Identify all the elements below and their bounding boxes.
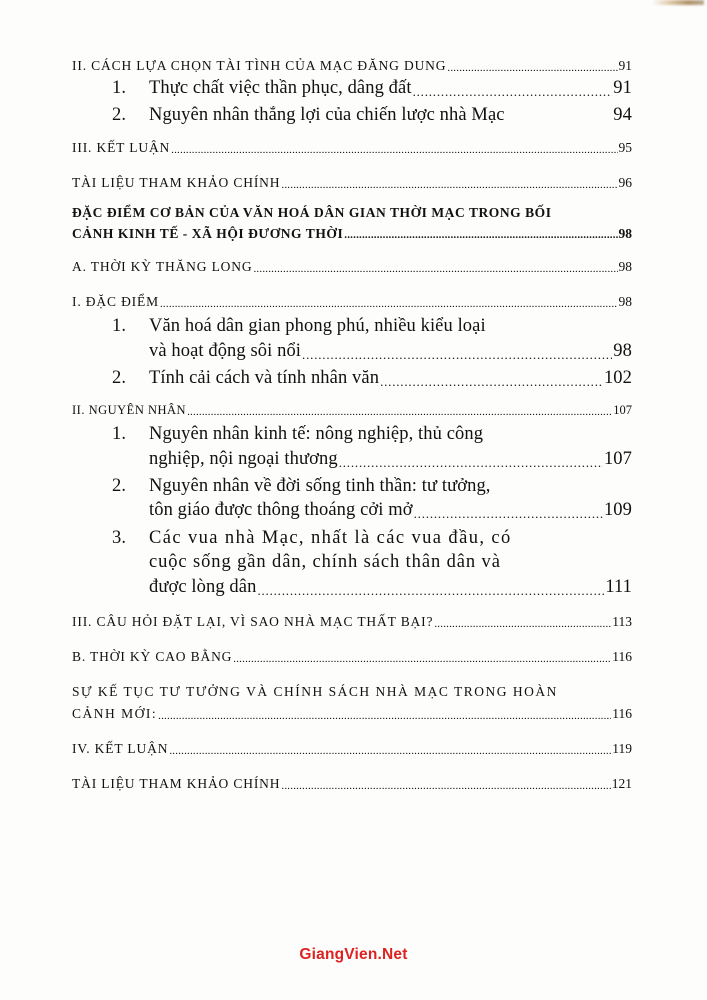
toc-entry-title: B. THỜI KỲ CAO BẰNG: [72, 649, 233, 664]
dot-leader: [281, 778, 610, 792]
toc-item-line: Thực chất việc thần phục, dâng đất: [149, 77, 412, 98]
toc-item-number: 2.: [112, 476, 127, 497]
toc-entry-item[interactable]: [72, 76, 632, 100]
toc-page-number: 121: [611, 775, 632, 791]
toc-page-number: 98: [618, 294, 632, 310]
toc-entry-heading[interactable]: [72, 776, 632, 792]
toc-entry-heading[interactable]: [72, 175, 632, 191]
dot-leader: [171, 142, 617, 156]
toc-page-number: 94: [613, 105, 632, 126]
toc-page-number: 111: [605, 576, 632, 597]
dot-leader: [257, 581, 604, 600]
toc-entry-item[interactable]: [72, 422, 632, 471]
toc-page-number: 96: [618, 174, 632, 190]
dot-leader: [281, 177, 617, 191]
toc-entry-title-line2: CẢNH MỚI:: [72, 705, 158, 721]
toc-item-number: 2.: [112, 368, 127, 389]
toc-page-number: 91: [613, 77, 632, 98]
toc-page-number: 107: [603, 448, 632, 469]
toc-page-number: 116: [612, 705, 632, 721]
toc-page-number: 116: [612, 649, 632, 664]
toc-entry-item[interactable]: [72, 474, 632, 523]
toc-entry-heading[interactable]: [72, 741, 632, 757]
table-of-contents-list: [72, 58, 632, 792]
toc-page-number: 95: [618, 139, 632, 155]
toc-page-number: 98: [613, 340, 632, 361]
dot-leader: [187, 405, 612, 418]
dot-leader: [414, 504, 603, 523]
toc-entry-heading[interactable]: [72, 58, 632, 74]
toc-entry-item[interactable]: [72, 314, 632, 363]
toc-page-number: 98: [618, 259, 632, 275]
dot-leader: [380, 372, 603, 391]
dot-leader: [233, 651, 611, 665]
toc-entry-title: III. KẾT LUẬN: [72, 139, 171, 155]
toc-entry-heading-major[interactable]: [72, 205, 632, 242]
dot-leader: [302, 345, 612, 364]
toc-entry-title-line2: CẢNH KINH TẾ - XÃ HỘI ĐƯƠNG THỜI: [72, 225, 344, 241]
scan-artifact-smudge: [652, 0, 704, 5]
site-watermark: GiangVien.Net: [299, 946, 408, 963]
toc-item-line: tôn giáo được thông thoáng cởi mở: [149, 500, 413, 521]
toc-item-line: Các vua nhà Mạc, nhất là các vua đầu, có: [149, 527, 512, 548]
toc-page-number: 91: [618, 58, 632, 73]
toc-item-line: Nguyên nhân về đời sống tinh thần: tư tưởng,: [149, 476, 491, 497]
toc-entry-item[interactable]: [72, 366, 632, 390]
toc-entry-heading[interactable]: [72, 294, 632, 310]
dot-leader: [434, 616, 611, 630]
toc-page-number: 119: [612, 740, 632, 756]
toc-page-number: 107: [613, 403, 632, 418]
toc-item-line: và hoạt động sôi nổi: [149, 340, 302, 361]
toc-page-number: 109: [603, 500, 632, 521]
toc-entry-title: TÀI LIỆU THAM KHẢO CHÍNH: [72, 174, 281, 190]
toc-item-line: cuộc sống gần dân, chính sách thân dân và: [149, 552, 501, 573]
toc-item-number: 2.: [112, 105, 127, 126]
toc-page-number: 102: [603, 368, 632, 389]
toc-entry-title: II. CÁCH LỰA CHỌN TÀI TÌNH CỦA MẠC ĐĂNG DUNG: [72, 58, 447, 73]
toc-page-number: 113: [612, 614, 632, 630]
toc-page-number: 98: [618, 225, 632, 241]
toc-item-line: Nguyên nhân kinh tế: nông nghiệp, thủ công: [149, 424, 484, 445]
dot-leader: [339, 453, 603, 472]
toc-entry-heading[interactable]: [72, 614, 632, 630]
toc-item-line: Nguyên nhân thắng lợi của chiến lược nhà Mạc: [149, 105, 505, 126]
toc-entry-heading[interactable]: [72, 259, 632, 275]
toc-item-line: Tính cải cách và tính nhân văn: [149, 368, 380, 389]
toc-entry-title: III. CÂU HỎI ĐẶT LẠI, VÌ SAO NHÀ MẠC THẤT BẠI?: [72, 614, 434, 630]
toc-item-line: nghiệp, nội ngoại thương: [149, 448, 338, 469]
toc-item-line: được lòng dân: [149, 576, 257, 597]
toc-entry-heading-major[interactable]: [72, 684, 632, 722]
dot-leader: [158, 708, 611, 722]
toc-item-line: Văn hoá dân gian phong phú, nhiều kiểu loại: [149, 316, 486, 337]
dot-leader: [253, 261, 617, 275]
dot-leader: [169, 743, 611, 757]
toc-item-number: 3.: [112, 527, 127, 548]
toc-entry-title: II. NGUYÊN NHÂN: [72, 403, 187, 418]
toc-entry-title: I. ĐẶC ĐIỂM: [72, 294, 159, 310]
toc-entry-title-line1: ĐẶC ĐIỂM CƠ BẢN CỦA VĂN HOÁ DÂN GIAN THỜI MẠC TRONG BỐI: [72, 204, 552, 220]
toc-entry-heading[interactable]: [72, 403, 632, 418]
dot-leader: [413, 82, 613, 101]
toc-item-number: 1.: [112, 316, 127, 337]
toc-entry-item[interactable]: [72, 103, 632, 127]
toc-item-number: 1.: [112, 424, 127, 445]
toc-entry-title: A. THỜI KỲ THĂNG LONG: [72, 259, 253, 275]
toc-entry-heading[interactable]: [72, 649, 632, 665]
dot-leader: [447, 60, 617, 74]
dot-leader: [160, 296, 618, 310]
dot-leader: [344, 227, 617, 241]
toc-item-number: 1.: [112, 77, 127, 98]
toc-entry-title: TÀI LIỆU THAM KHẢO CHÍNH: [72, 775, 281, 791]
toc-entry-title-line1: SỰ KẾ TỤC TƯ TƯỞNG VÀ CHÍNH SÁCH NHÀ MẠC TRONG HOÀN: [72, 683, 558, 699]
toc-entry-title: IV. KẾT LUẬN: [72, 740, 169, 756]
toc-entry-heading[interactable]: [72, 140, 632, 156]
toc-entry-item[interactable]: [72, 526, 632, 599]
